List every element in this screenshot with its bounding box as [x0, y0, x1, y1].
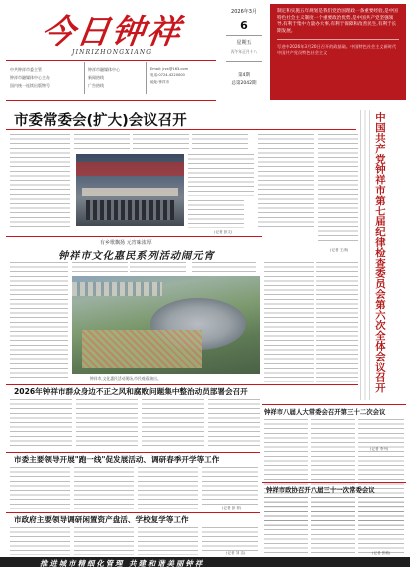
masthead-info-mid: 钟祥市融媒体中心 新闻热线 广告热线 — [88, 67, 120, 88]
slogan-sub: 写进中2026年3月20日召开的政基础。中国特色社会主义新时代中国共产党员特色社会主义 — [277, 44, 397, 55]
byline-4: (记者 彭 菲) — [222, 506, 242, 510]
byline-5: (记者 刘 洁) — [226, 551, 246, 555]
date-day: 6 — [240, 19, 248, 32]
footer-bar — [0, 557, 410, 567]
footer-slogan: 推进城市精细化管理 共建和谐美丽钟祥 — [40, 558, 205, 567]
headline-government-research: 市政府主要领导调研闲置资产盘活、学校复学等工作 — [14, 515, 189, 524]
slogan-main: 制定和实施五年规划是我们党治国理政一条重要经验,是中国特色社会主义制度一个重要政治优势,是中国共产党坚强领导,有利于集中力量办大事,有利于保障和改善民生,有利于长期发展。 — [277, 9, 398, 34]
date-year-month: 2026年3月 — [231, 9, 257, 15]
masthead-contact: Email: jrzx@163.com 电话:0724-4220000 地址:钟祥市 — [150, 67, 189, 84]
masthead-pinyin: JINRIZHONGXIANG — [72, 49, 153, 56]
vertical-headline: 中国共产党钟祥市第七届纪律检查委员会第六次全体会议召开 — [373, 112, 385, 393]
byline-6: (记者 张敏) — [372, 551, 391, 555]
byline-1: (记者 彭文) — [214, 230, 233, 234]
date-lunar: 丙午年正月十八 — [230, 49, 258, 54]
slogan-box — [270, 4, 406, 100]
main-headline: 市委常委会(扩大)会议召开 — [14, 113, 187, 129]
headline-secretary-visit: 市委主要领导开展"跑一线"促发展活动、调研春季开学等工作 — [14, 455, 220, 464]
date-weekday: 星期五 — [236, 40, 252, 46]
byline-3: (记者 李丹) — [370, 447, 389, 451]
masthead — [0, 0, 410, 104]
feature-title: 钟祥市文化惠民系列活动闹元宵 — [58, 250, 215, 262]
headline-rectification: 2026年钟祥市群众身边不正之风和腐败问题集中整治动员部署会召开 — [14, 387, 248, 396]
aerial-photo — [72, 276, 260, 374]
photo-caption: 钟祥市,文化惠民活动现场,市民观看演出。 — [90, 376, 161, 381]
masthead-logo: 今日钟祥 — [38, 12, 185, 51]
feature-kicker: 有乡歌飘扬 元宵味浓厚 — [100, 240, 152, 246]
date-block — [222, 8, 266, 86]
masthead-info-left: 中共钟祥市委主管 钟祥市融媒体中心主办 国内统一连续出版物号 — [10, 67, 50, 88]
meeting-photo — [76, 154, 184, 226]
headline-npc-meeting: 钟祥市八届人大常委会召开第三十二次会议 — [264, 408, 386, 416]
issue-total: 总第2042期 — [231, 81, 257, 86]
headline-cppcc-meeting: 钟祥市政协召开八届三十一次常委会议 — [266, 486, 375, 494]
issue-number: 第4期 — [238, 73, 250, 78]
byline-2: (记者 王涛) — [330, 248, 349, 252]
